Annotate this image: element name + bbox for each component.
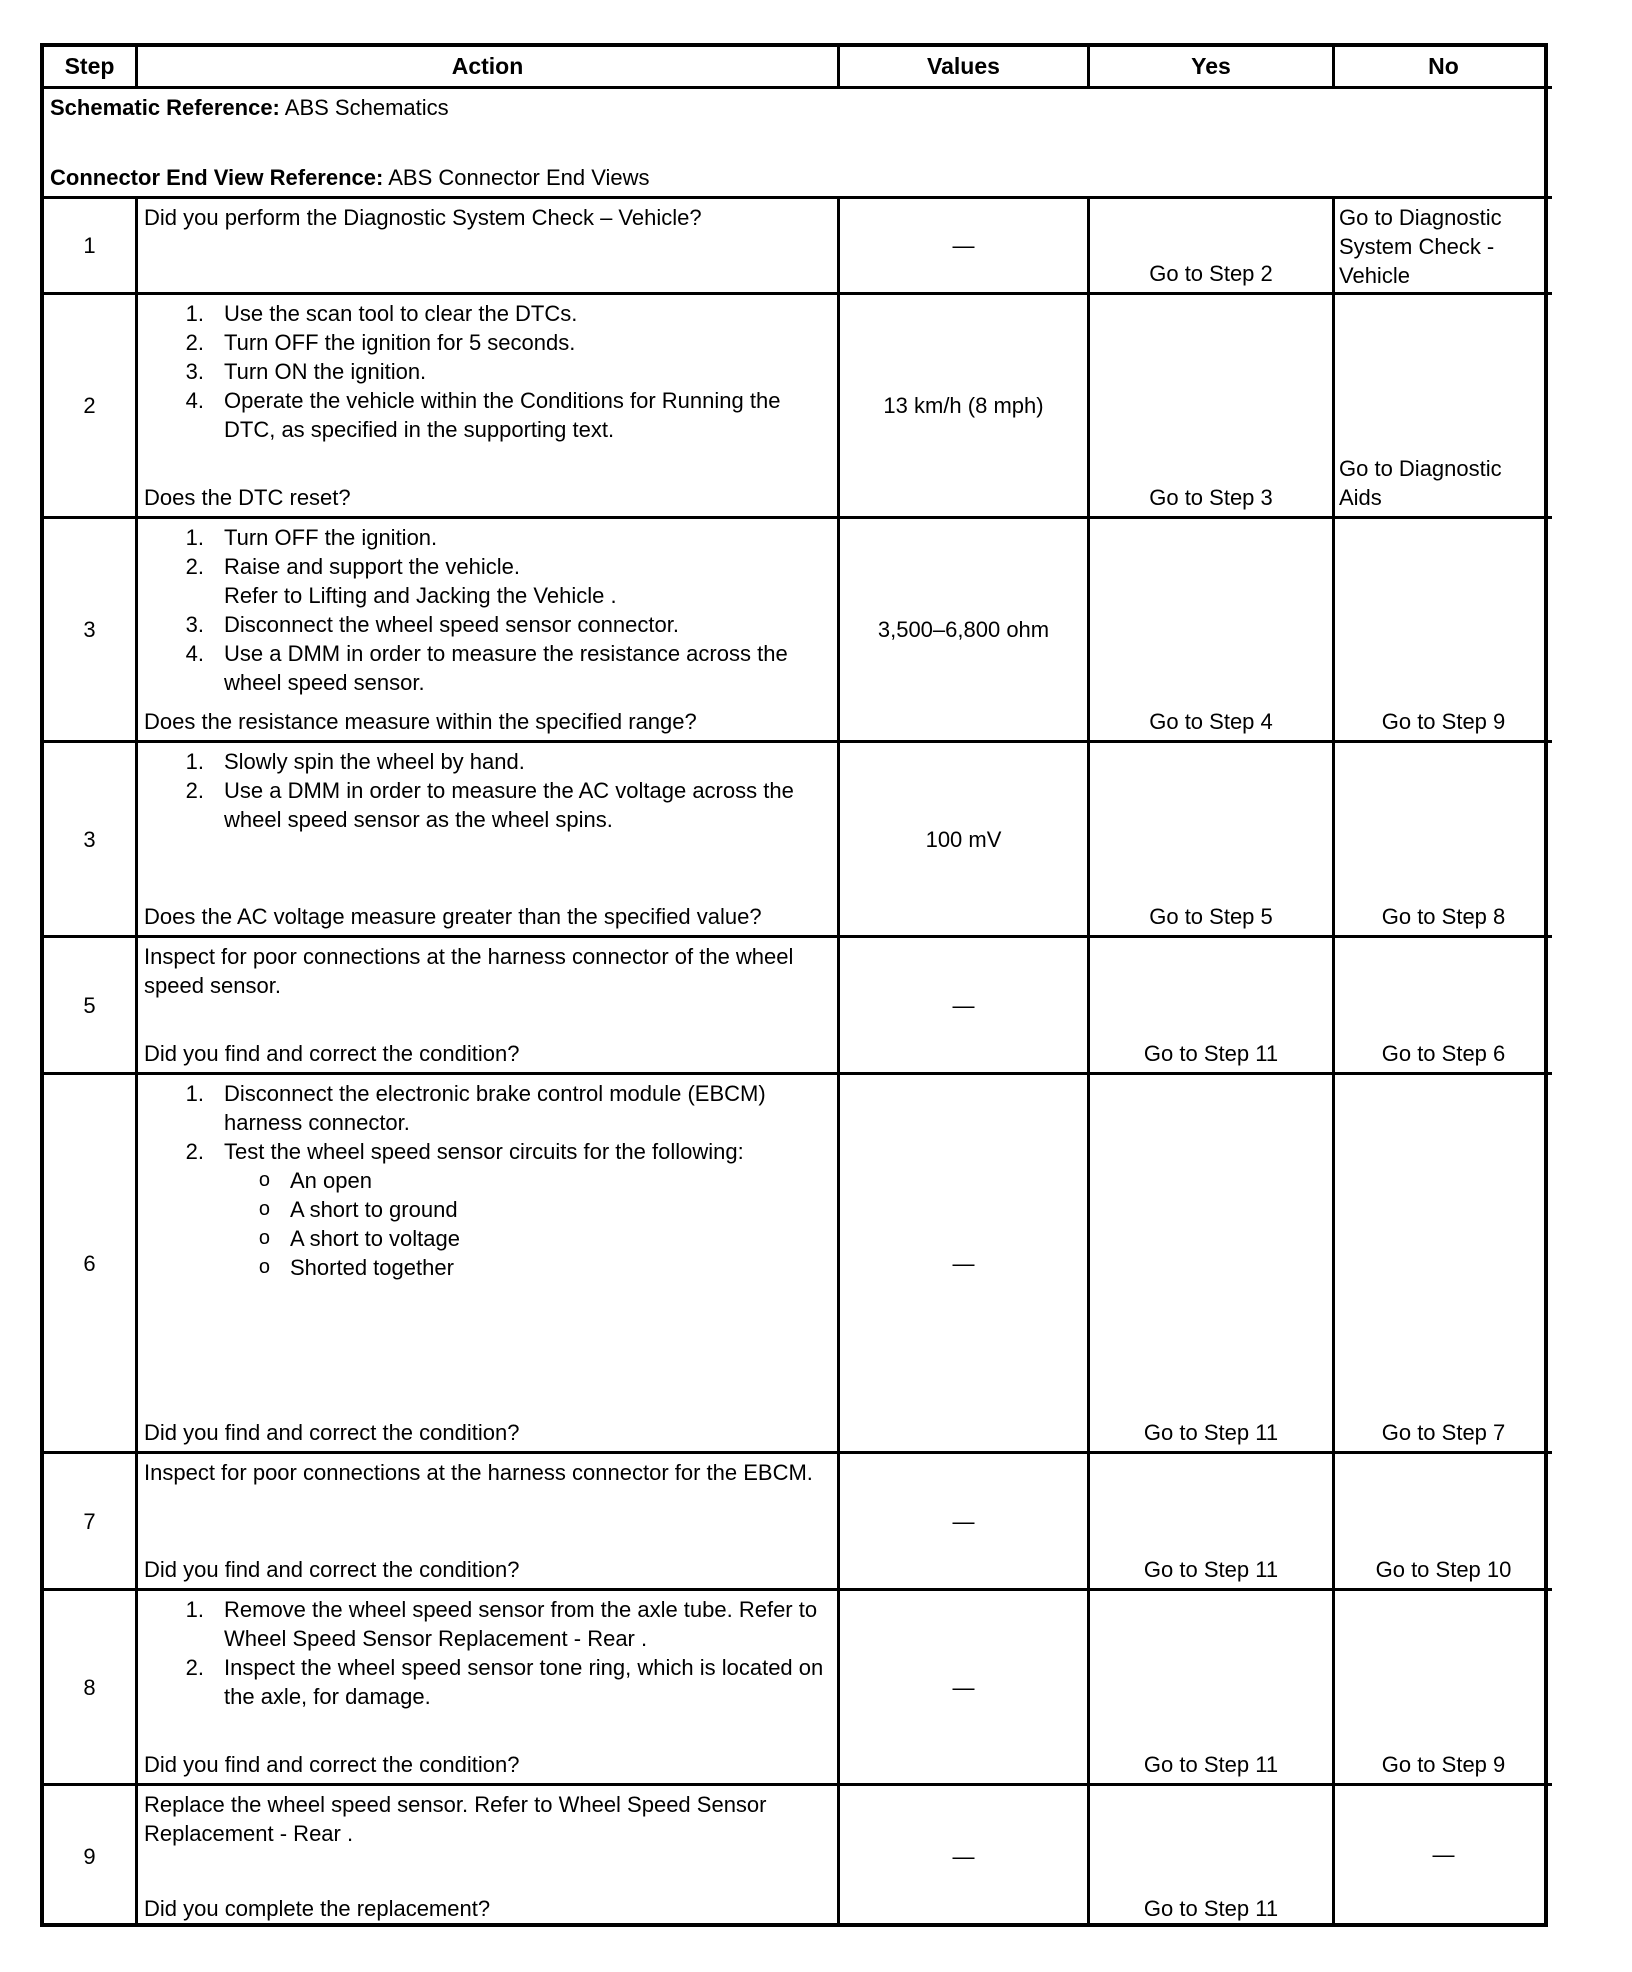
yes-cell: Go to Step 3 <box>1090 295 1335 519</box>
schematic-reference <box>50 93 1546 122</box>
step-number: 3 <box>44 743 138 938</box>
value-cell: 3,500–6,800 ohm <box>840 519 1090 743</box>
value-cell: — <box>840 1591 1090 1786</box>
no-cell: Go to Step 7 <box>1335 1075 1552 1454</box>
action-text: Inspect for poor connections at the harness connector of the wheel speed sensor. <box>144 944 794 998</box>
action-cell <box>138 295 840 519</box>
list-item: 2. Test the wheel speed sensor circuits for the following: <box>185 1139 744 1164</box>
no-cell: Go to Step 8 <box>1335 743 1552 938</box>
list-item: 3. Turn ON the ignition. <box>185 359 427 384</box>
sub-list-item: o Shorted together <box>258 1255 454 1280</box>
action-cell <box>138 743 840 938</box>
value-cell: 13 km/h (8 mph) <box>840 295 1090 519</box>
action-cell <box>138 1454 840 1591</box>
yes-cell: Go to Step 11 <box>1090 1786 1335 1927</box>
yes-cell: Go to Step 11 <box>1090 1454 1335 1591</box>
action-cell <box>138 199 840 295</box>
connector-reference-value: ABS Connector End Views <box>383 165 650 190</box>
step-number: 5 <box>44 938 138 1075</box>
list-item: 2. Inspect the wheel speed sensor tone ring, which is located on the axle, for damage. <box>185 1655 824 1709</box>
action-cell <box>138 938 840 1075</box>
step-number: 9 <box>44 1786 138 1927</box>
yes-cell: Go to Step 11 <box>1090 1075 1335 1454</box>
action-text: Replace the wheel speed sensor. Refer to Wheel Speed Sensor Replacement - Rear . <box>144 1792 767 1846</box>
value-cell: 100 mV <box>840 743 1090 938</box>
value-cell: — <box>840 938 1090 1075</box>
sub-list-item: o An open <box>258 1168 372 1193</box>
header-values: Values <box>840 47 1090 89</box>
action-cell <box>138 1786 840 1927</box>
action-question: Did you find and correct the condition? <box>144 1752 520 1777</box>
diagnostic-table <box>40 43 1548 1927</box>
yes-cell: Go to Step 11 <box>1090 1591 1335 1786</box>
action-cell <box>138 519 840 743</box>
no-cell: Go to Step 9 <box>1335 1591 1552 1786</box>
no-cell: Go to Step 10 <box>1335 1454 1552 1591</box>
list-item: 1. Slowly spin the wheel by hand. <box>185 749 525 774</box>
action-list <box>144 523 831 697</box>
no-cell: Go to Step 9 <box>1335 519 1552 743</box>
header-step: Step <box>44 47 138 89</box>
action-question: Does the resistance measure within the specified range? <box>144 709 697 734</box>
header-yes: Yes <box>1090 47 1335 89</box>
action-list <box>144 747 831 834</box>
no-cell: Go to Diagnostic Aids <box>1335 295 1552 519</box>
yes-cell: Go to Step 2 <box>1090 199 1335 295</box>
yes-cell: Go to Step 11 <box>1090 938 1335 1075</box>
action-question: Does the DTC reset? <box>144 485 351 510</box>
value-cell: — <box>840 199 1090 295</box>
action-question: Did you find and correct the condition? <box>144 1041 520 1066</box>
reference-row <box>44 89 1552 199</box>
reference-note: Refer to Lifting and Jacking the Vehicle . <box>224 583 617 608</box>
list-item: 2. Use a DMM in order to measure the AC voltage across the wheel speed sensor as the wheel spins. <box>185 778 794 832</box>
list-item: 1. Remove the wheel speed sensor from the axle tube. Refer to Wheel Speed Sensor Replacement - Rear . <box>185 1597 818 1651</box>
list-item: 3. Disconnect the wheel speed sensor connector. <box>185 612 679 637</box>
step-number: 7 <box>44 1454 138 1591</box>
step-number: 3 <box>44 519 138 743</box>
list-item: 4. Use a DMM in order to measure the resistance across the wheel speed sensor. <box>185 641 788 695</box>
connector-reference-label: Connector End View Reference: <box>50 165 384 190</box>
step-number: 6 <box>44 1075 138 1454</box>
sub-list-item: o A short to ground <box>258 1197 458 1222</box>
no-cell: — <box>1432 1842 1455 1867</box>
value-cell: — <box>840 1075 1090 1454</box>
value-cell: — <box>840 1786 1090 1927</box>
list-item: 2. Turn OFF the ignition for 5 seconds. <box>185 330 576 355</box>
step-number: 1 <box>44 199 138 295</box>
no-cell: Go to Step 6 <box>1335 938 1552 1075</box>
list-item: 1. Turn OFF the ignition. <box>185 525 438 550</box>
yes-cell: Go to Step 4 <box>1090 519 1335 743</box>
list-item: 1. Use the scan tool to clear the DTCs. <box>185 301 578 326</box>
action-cell <box>138 1075 840 1454</box>
schematic-reference-label: Schematic Reference: <box>50 95 280 120</box>
list-item: 2. Raise and support the vehicle. <box>185 554 520 579</box>
action-question: Did you complete the replacement? <box>144 1896 491 1921</box>
action-list <box>144 299 831 444</box>
action-list <box>144 1079 831 1166</box>
schematic-reference-value: ABS Schematics <box>279 95 449 120</box>
action-text: Inspect for poor connections at the harness connector for the EBCM. <box>144 1460 813 1485</box>
header-no: No <box>1335 47 1552 89</box>
connector-reference <box>50 163 1546 192</box>
step-number: 8 <box>44 1591 138 1786</box>
value-cell: — <box>840 1454 1090 1591</box>
action-list <box>144 1595 831 1711</box>
list-item: 4. Operate the vehicle within the Conditions for Running the DTC, as specified in the supporting text. <box>185 388 781 442</box>
sub-list-item: o A short to voltage <box>258 1226 460 1251</box>
action-question: Did you find and correct the condition? <box>144 1420 520 1445</box>
no-cell: Go to Diagnostic System Check - Vehicle <box>1335 199 1552 295</box>
yes-cell: Go to Step 5 <box>1090 743 1335 938</box>
action-question: Did you perform the Diagnostic System Check – Vehicle? <box>144 205 702 230</box>
action-cell <box>138 1591 840 1786</box>
action-question: Does the AC voltage measure greater than the specified value? <box>144 904 762 929</box>
action-question: Did you find and correct the condition? <box>144 1557 520 1582</box>
header-action: Action <box>138 47 840 89</box>
list-item: 1. Disconnect the electronic brake control module (EBCM) harness connector. <box>185 1081 766 1135</box>
step-number: 2 <box>44 295 138 519</box>
